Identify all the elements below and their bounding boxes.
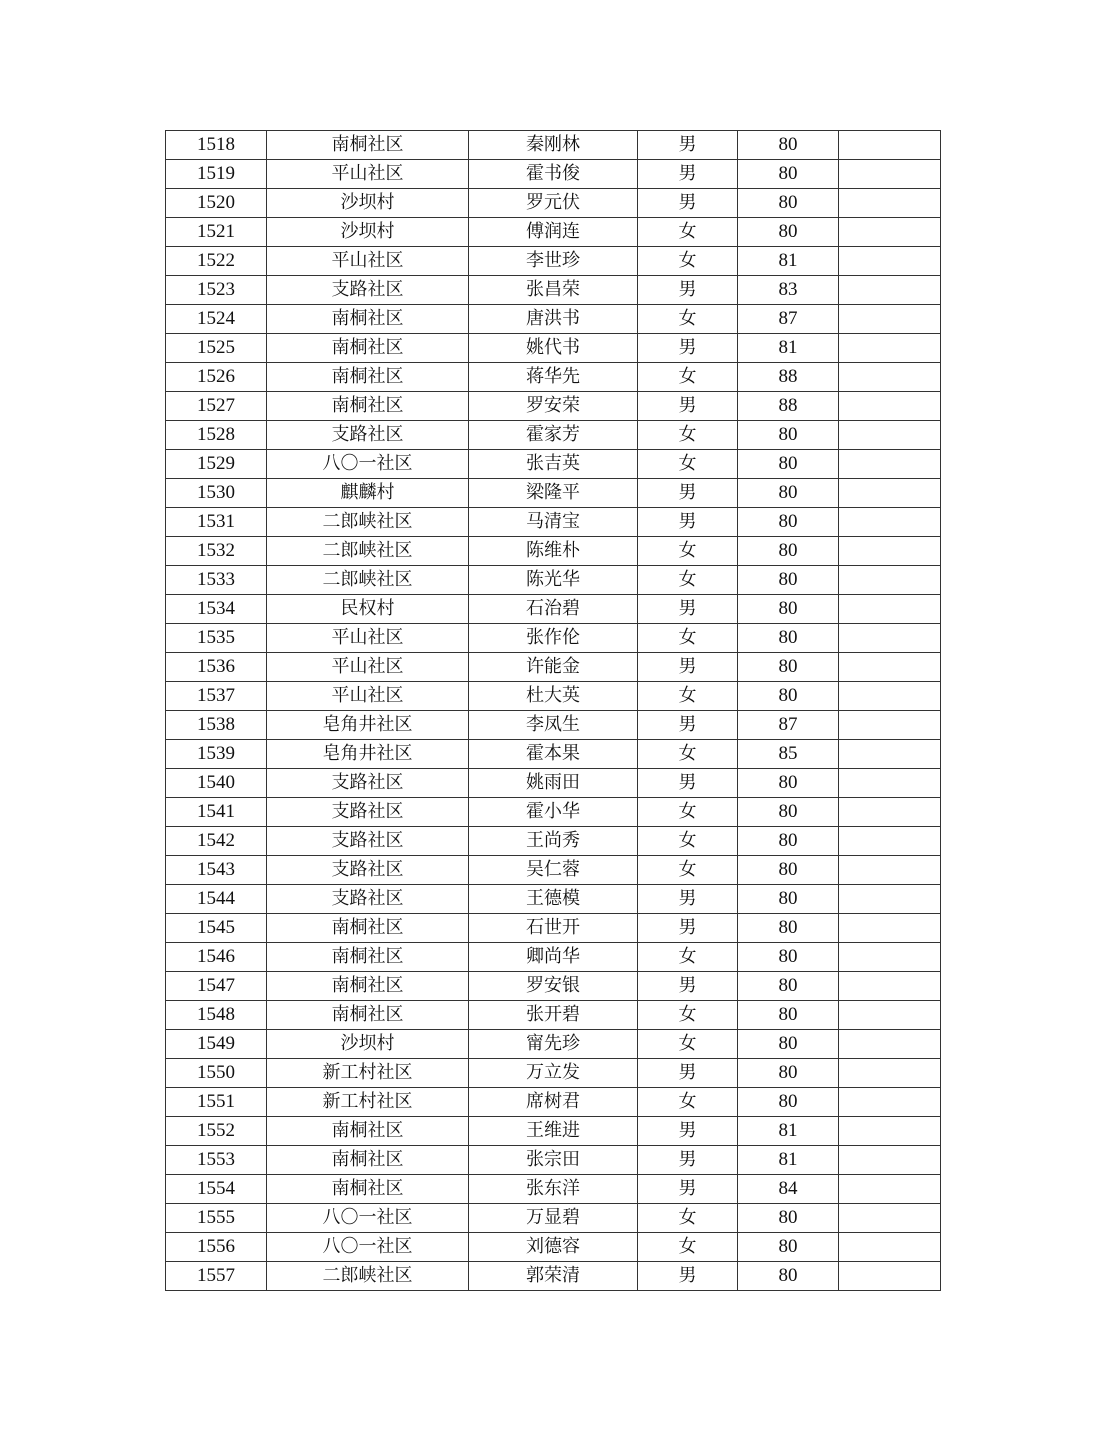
serial-number-cell: 1538 (166, 711, 267, 740)
age-cell: 80 (738, 1204, 839, 1233)
community-cell: 南桐社区 (267, 363, 469, 392)
remark-cell (839, 421, 941, 450)
table-row (166, 1088, 941, 1117)
serial-number-cell: 1543 (166, 856, 267, 885)
serial-number-cell: 1518 (166, 131, 267, 160)
remark-cell (839, 218, 941, 247)
remark-cell (839, 624, 941, 653)
name-cell: 李凤生 (469, 711, 638, 740)
table-row (166, 972, 941, 1001)
serial-number-cell: 1542 (166, 827, 267, 856)
age-cell: 80 (738, 1262, 839, 1291)
gender-cell: 女 (638, 1088, 738, 1117)
table-row (166, 1175, 941, 1204)
gender-cell: 男 (638, 595, 738, 624)
name-cell: 唐洪书 (469, 305, 638, 334)
serial-number-cell: 1552 (166, 1117, 267, 1146)
gender-cell: 男 (638, 1146, 738, 1175)
community-cell: 沙坝村 (267, 218, 469, 247)
table-row (166, 566, 941, 595)
name-cell: 吴仁蓉 (469, 856, 638, 885)
community-cell: 平山社区 (267, 247, 469, 276)
gender-cell: 女 (638, 624, 738, 653)
serial-number-cell: 1546 (166, 943, 267, 972)
name-cell: 张吉英 (469, 450, 638, 479)
remark-cell (839, 769, 941, 798)
remark-cell (839, 1175, 941, 1204)
serial-number-cell: 1548 (166, 1001, 267, 1030)
community-cell: 八〇一社区 (267, 450, 469, 479)
remark-cell (839, 160, 941, 189)
serial-number-cell: 1549 (166, 1030, 267, 1059)
age-cell: 80 (738, 1001, 839, 1030)
remark-cell (839, 566, 941, 595)
age-cell: 87 (738, 711, 839, 740)
community-cell: 南桐社区 (267, 131, 469, 160)
serial-number-cell: 1541 (166, 798, 267, 827)
community-cell: 支路社区 (267, 769, 469, 798)
remark-cell (839, 247, 941, 276)
remark-cell (839, 740, 941, 769)
name-cell: 陈维朴 (469, 537, 638, 566)
serial-number-cell: 1557 (166, 1262, 267, 1291)
age-cell: 80 (738, 1030, 839, 1059)
age-cell: 80 (738, 421, 839, 450)
community-cell: 南桐社区 (267, 943, 469, 972)
community-cell: 支路社区 (267, 421, 469, 450)
table-row (166, 682, 941, 711)
age-cell: 80 (738, 856, 839, 885)
remark-cell (839, 392, 941, 421)
table-row (166, 450, 941, 479)
name-cell: 张东洋 (469, 1175, 638, 1204)
gender-cell: 男 (638, 1175, 738, 1204)
community-cell: 二郎峡社区 (267, 566, 469, 595)
table-row (166, 276, 941, 305)
age-cell: 80 (738, 131, 839, 160)
table-row (166, 885, 941, 914)
gender-cell: 女 (638, 537, 738, 566)
community-cell: 麒麟村 (267, 479, 469, 508)
gender-cell: 女 (638, 740, 738, 769)
roster-table-body (166, 131, 941, 1291)
serial-number-cell: 1520 (166, 189, 267, 218)
name-cell: 王德模 (469, 885, 638, 914)
table-row (166, 1233, 941, 1262)
serial-number-cell: 1519 (166, 160, 267, 189)
table-row (166, 943, 941, 972)
age-cell: 80 (738, 1059, 839, 1088)
community-cell: 二郎峡社区 (267, 1262, 469, 1291)
remark-cell (839, 1059, 941, 1088)
remark-cell (839, 1030, 941, 1059)
community-cell: 二郎峡社区 (267, 508, 469, 537)
community-cell: 南桐社区 (267, 914, 469, 943)
gender-cell: 男 (638, 160, 738, 189)
remark-cell (839, 537, 941, 566)
name-cell: 甯先珍 (469, 1030, 638, 1059)
gender-cell: 男 (638, 1262, 738, 1291)
remark-cell (839, 943, 941, 972)
serial-number-cell: 1537 (166, 682, 267, 711)
gender-cell: 女 (638, 1233, 738, 1262)
table-row (166, 1262, 941, 1291)
remark-cell (839, 1262, 941, 1291)
remark-cell (839, 450, 941, 479)
gender-cell: 男 (638, 1117, 738, 1146)
remark-cell (839, 479, 941, 508)
age-cell: 80 (738, 624, 839, 653)
name-cell: 姚雨田 (469, 769, 638, 798)
name-cell: 石世开 (469, 914, 638, 943)
community-cell: 二郎峡社区 (267, 537, 469, 566)
name-cell: 蒋华先 (469, 363, 638, 392)
table-row (166, 740, 941, 769)
table-row (166, 711, 941, 740)
gender-cell: 男 (638, 711, 738, 740)
gender-cell: 女 (638, 247, 738, 276)
table-row (166, 1030, 941, 1059)
community-cell: 新工村社区 (267, 1059, 469, 1088)
name-cell: 张宗田 (469, 1146, 638, 1175)
community-cell: 南桐社区 (267, 392, 469, 421)
age-cell: 81 (738, 247, 839, 276)
table-row (166, 392, 941, 421)
serial-number-cell: 1527 (166, 392, 267, 421)
name-cell: 席树君 (469, 1088, 638, 1117)
name-cell: 张作伦 (469, 624, 638, 653)
name-cell: 霍小华 (469, 798, 638, 827)
name-cell: 霍家芳 (469, 421, 638, 450)
name-cell: 张昌荣 (469, 276, 638, 305)
age-cell: 80 (738, 479, 839, 508)
serial-number-cell: 1525 (166, 334, 267, 363)
serial-number-cell: 1540 (166, 769, 267, 798)
serial-number-cell: 1528 (166, 421, 267, 450)
age-cell: 80 (738, 1233, 839, 1262)
name-cell: 陈光华 (469, 566, 638, 595)
age-cell: 80 (738, 769, 839, 798)
community-cell: 八〇一社区 (267, 1204, 469, 1233)
gender-cell: 女 (638, 218, 738, 247)
age-cell: 85 (738, 740, 839, 769)
community-cell: 平山社区 (267, 160, 469, 189)
serial-number-cell: 1534 (166, 595, 267, 624)
age-cell: 80 (738, 827, 839, 856)
serial-number-cell: 1524 (166, 305, 267, 334)
gender-cell: 女 (638, 1204, 738, 1233)
community-cell: 南桐社区 (267, 1117, 469, 1146)
gender-cell: 女 (638, 1030, 738, 1059)
serial-number-cell: 1555 (166, 1204, 267, 1233)
community-cell: 新工村社区 (267, 1088, 469, 1117)
serial-number-cell: 1530 (166, 479, 267, 508)
gender-cell: 女 (638, 856, 738, 885)
serial-number-cell: 1554 (166, 1175, 267, 1204)
serial-number-cell: 1536 (166, 653, 267, 682)
table-row (166, 537, 941, 566)
age-cell: 80 (738, 914, 839, 943)
name-cell: 秦刚林 (469, 131, 638, 160)
remark-cell (839, 914, 941, 943)
table-row (166, 1146, 941, 1175)
community-cell: 支路社区 (267, 885, 469, 914)
community-cell: 支路社区 (267, 827, 469, 856)
remark-cell (839, 1117, 941, 1146)
community-cell: 平山社区 (267, 653, 469, 682)
serial-number-cell: 1533 (166, 566, 267, 595)
table-row (166, 798, 941, 827)
serial-number-cell: 1553 (166, 1146, 267, 1175)
serial-number-cell: 1551 (166, 1088, 267, 1117)
serial-number-cell: 1556 (166, 1233, 267, 1262)
gender-cell: 男 (638, 769, 738, 798)
age-cell: 80 (738, 972, 839, 1001)
remark-cell (839, 1146, 941, 1175)
name-cell: 罗元伏 (469, 189, 638, 218)
age-cell: 80 (738, 189, 839, 218)
table-row (166, 334, 941, 363)
table-row (166, 1204, 941, 1233)
remark-cell (839, 334, 941, 363)
serial-number-cell: 1547 (166, 972, 267, 1001)
name-cell: 刘德容 (469, 1233, 638, 1262)
age-cell: 88 (738, 363, 839, 392)
age-cell: 80 (738, 682, 839, 711)
age-cell: 80 (738, 508, 839, 537)
age-cell: 80 (738, 943, 839, 972)
gender-cell: 男 (638, 276, 738, 305)
age-cell: 80 (738, 798, 839, 827)
name-cell: 傅润连 (469, 218, 638, 247)
gender-cell: 男 (638, 189, 738, 218)
remark-cell (839, 189, 941, 218)
community-cell: 民权村 (267, 595, 469, 624)
table-row (166, 305, 941, 334)
community-cell: 沙坝村 (267, 189, 469, 218)
name-cell: 万显碧 (469, 1204, 638, 1233)
community-cell: 南桐社区 (267, 1175, 469, 1204)
name-cell: 姚代书 (469, 334, 638, 363)
community-cell: 皂角井社区 (267, 711, 469, 740)
table-row (166, 1001, 941, 1030)
age-cell: 88 (738, 392, 839, 421)
gender-cell: 女 (638, 421, 738, 450)
age-cell: 80 (738, 450, 839, 479)
remark-cell (839, 276, 941, 305)
age-cell: 80 (738, 160, 839, 189)
roster-table (165, 130, 941, 1291)
gender-cell: 女 (638, 798, 738, 827)
name-cell: 郭荣清 (469, 1262, 638, 1291)
age-cell: 80 (738, 653, 839, 682)
remark-cell (839, 1001, 941, 1030)
gender-cell: 女 (638, 566, 738, 595)
name-cell: 霍本果 (469, 740, 638, 769)
name-cell: 梁隆平 (469, 479, 638, 508)
name-cell: 张开碧 (469, 1001, 638, 1030)
table-row (166, 624, 941, 653)
serial-number-cell: 1529 (166, 450, 267, 479)
remark-cell (839, 972, 941, 1001)
age-cell: 80 (738, 1088, 839, 1117)
remark-cell (839, 653, 941, 682)
community-cell: 南桐社区 (267, 972, 469, 1001)
community-cell: 皂角井社区 (267, 740, 469, 769)
table-row (166, 1059, 941, 1088)
age-cell: 83 (738, 276, 839, 305)
gender-cell: 女 (638, 1001, 738, 1030)
table-row (166, 769, 941, 798)
community-cell: 南桐社区 (267, 1146, 469, 1175)
table-row (166, 827, 941, 856)
age-cell: 80 (738, 218, 839, 247)
name-cell: 王维进 (469, 1117, 638, 1146)
remark-cell (839, 508, 941, 537)
table-row (166, 508, 941, 537)
table-row (166, 421, 941, 450)
age-cell: 87 (738, 305, 839, 334)
serial-number-cell: 1544 (166, 885, 267, 914)
gender-cell: 女 (638, 450, 738, 479)
community-cell: 支路社区 (267, 856, 469, 885)
age-cell: 84 (738, 1175, 839, 1204)
table-row (166, 1117, 941, 1146)
serial-number-cell: 1539 (166, 740, 267, 769)
serial-number-cell: 1532 (166, 537, 267, 566)
remark-cell (839, 711, 941, 740)
table-row (166, 479, 941, 508)
table-row (166, 363, 941, 392)
gender-cell: 男 (638, 972, 738, 1001)
age-cell: 80 (738, 885, 839, 914)
name-cell: 石治碧 (469, 595, 638, 624)
community-cell: 平山社区 (267, 624, 469, 653)
community-cell: 八〇一社区 (267, 1233, 469, 1262)
age-cell: 80 (738, 566, 839, 595)
remark-cell (839, 305, 941, 334)
name-cell: 王尚秀 (469, 827, 638, 856)
serial-number-cell: 1545 (166, 914, 267, 943)
gender-cell: 男 (638, 914, 738, 943)
community-cell: 支路社区 (267, 798, 469, 827)
remark-cell (839, 131, 941, 160)
age-cell: 80 (738, 537, 839, 566)
gender-cell: 男 (638, 508, 738, 537)
name-cell: 万立发 (469, 1059, 638, 1088)
gender-cell: 女 (638, 827, 738, 856)
remark-cell (839, 827, 941, 856)
community-cell: 南桐社区 (267, 334, 469, 363)
serial-number-cell: 1531 (166, 508, 267, 537)
serial-number-cell: 1526 (166, 363, 267, 392)
name-cell: 卿尚华 (469, 943, 638, 972)
remark-cell (839, 1233, 941, 1262)
community-cell: 支路社区 (267, 276, 469, 305)
age-cell: 81 (738, 334, 839, 363)
table-row (166, 247, 941, 276)
name-cell: 马清宝 (469, 508, 638, 537)
gender-cell: 男 (638, 131, 738, 160)
remark-cell (839, 1204, 941, 1233)
name-cell: 霍书俊 (469, 160, 638, 189)
serial-number-cell: 1550 (166, 1059, 267, 1088)
name-cell: 李世珍 (469, 247, 638, 276)
community-cell: 南桐社区 (267, 1001, 469, 1030)
remark-cell (839, 1088, 941, 1117)
name-cell: 杜大英 (469, 682, 638, 711)
community-cell: 南桐社区 (267, 305, 469, 334)
age-cell: 80 (738, 595, 839, 624)
serial-number-cell: 1535 (166, 624, 267, 653)
remark-cell (839, 595, 941, 624)
age-cell: 81 (738, 1117, 839, 1146)
gender-cell: 男 (638, 885, 738, 914)
gender-cell: 男 (638, 479, 738, 508)
gender-cell: 男 (638, 392, 738, 421)
table-row (166, 914, 941, 943)
table-row (166, 653, 941, 682)
gender-cell: 女 (638, 363, 738, 392)
remark-cell (839, 363, 941, 392)
table-row (166, 595, 941, 624)
gender-cell: 男 (638, 334, 738, 363)
remark-cell (839, 682, 941, 711)
community-cell: 沙坝村 (267, 1030, 469, 1059)
name-cell: 罗安荣 (469, 392, 638, 421)
gender-cell: 女 (638, 682, 738, 711)
table-row (166, 189, 941, 218)
serial-number-cell: 1521 (166, 218, 267, 247)
remark-cell (839, 798, 941, 827)
serial-number-cell: 1522 (166, 247, 267, 276)
gender-cell: 女 (638, 943, 738, 972)
table-row (166, 160, 941, 189)
gender-cell: 男 (638, 1059, 738, 1088)
gender-cell: 男 (638, 653, 738, 682)
remark-cell (839, 856, 941, 885)
serial-number-cell: 1523 (166, 276, 267, 305)
table-row (166, 131, 941, 160)
table-row (166, 218, 941, 247)
table-row (166, 856, 941, 885)
community-cell: 平山社区 (267, 682, 469, 711)
name-cell: 许能金 (469, 653, 638, 682)
remark-cell (839, 885, 941, 914)
name-cell: 罗安银 (469, 972, 638, 1001)
gender-cell: 女 (638, 305, 738, 334)
age-cell: 81 (738, 1146, 839, 1175)
